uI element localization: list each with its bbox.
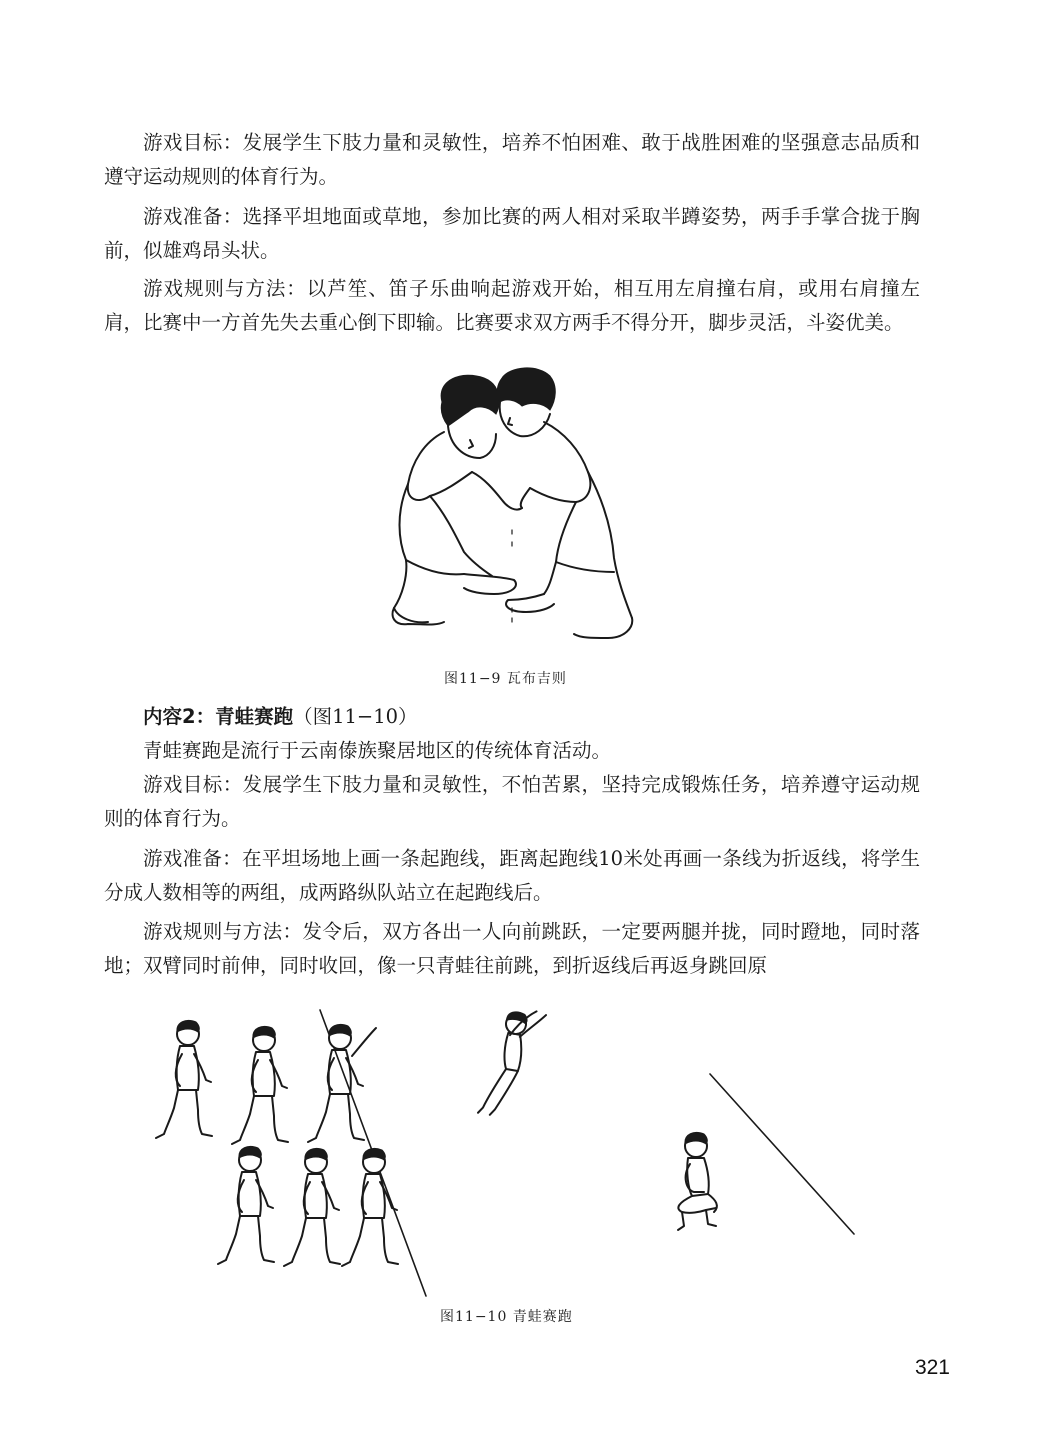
paragraph-wabujize-rules: 游戏规则与方法：以芦笙、笛子乐曲响起游戏开始，相互用左肩撞右肩，或用右肩撞左肩，比赛中一方首先失去重心倒下即输。比赛要求双方两手不得分开，脚步灵活，斗姿优美。: [104, 277, 920, 334]
page-number: 321: [914, 1356, 950, 1379]
figure-11-9-caption: 图11−9 瓦布吉则: [444, 671, 567, 687]
paragraph-frog-race-intro: 青蛙赛跑是流行于云南傣族聚居地区的传统体育活动。: [143, 739, 612, 762]
section-2-heading-line: [104, 700, 920, 734]
figure-frog-race-illustration: [150, 1004, 870, 1300]
paragraph-wabujize-prep: 游戏准备：选择平坦地面或草地，参加比赛的两人相对采取半蹲姿势，两手手掌合拢于胸前，似雄鸡昂头状。: [104, 205, 920, 262]
section-2-figure-ref: （图11−10）: [293, 705, 418, 728]
section-2-heading: 内容2：青蛙赛跑: [143, 705, 294, 728]
paragraph-frog-race-prep: 游戏准备：在平坦场地上画一条起跑线，距离起跑线10米处再画一条线为折返线，将学生分成人数相等的两组，成两路纵队站立在起跑线后。: [104, 847, 920, 904]
figure-wabujize-illustration: [384, 362, 644, 654]
paragraph-frog-race-goal: 游戏目标：发展学生下肢力量和灵敏性，不怕苦累，坚持完成锻炼任务，培养遵守运动规则的体育行为。: [104, 773, 920, 830]
figure-11-10-caption: 图11−10 青蛙赛跑: [440, 1309, 573, 1325]
paragraph-frog-race-rules: 游戏规则与方法：发令后，双方各出一人向前跳跃，一定要两腿并拢，同时蹬地，同时落地；双臂同时前伸，同时收回，像一只青蛙往前跳，到折返线后再返身跳回原: [104, 920, 920, 977]
paragraph-wabujize-goal: 游戏目标：发展学生下肢力量和灵敏性，培养不怕困难、敢于战胜困难的坚强意志品质和遵守运动规则的体育行为。: [104, 131, 920, 188]
